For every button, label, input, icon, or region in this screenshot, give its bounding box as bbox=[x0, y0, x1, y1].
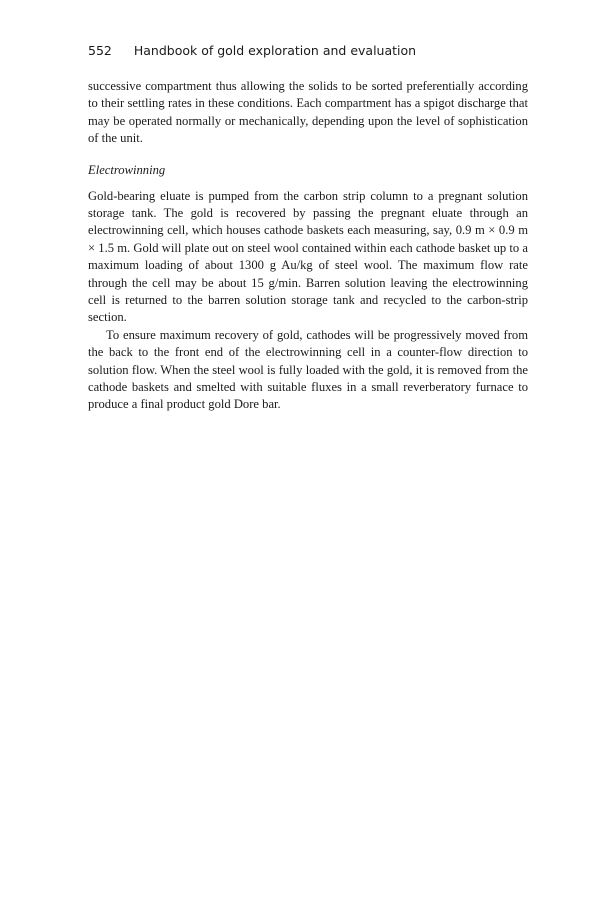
paragraph-electrowinning-1: Gold-bearing eluate is pumped from the carbon strip column to a pregnant solution storage tank. The gold is recovered by passing the pregnant eluate through an electrowinning cell, which houses cathode baskets each measuring, say, 0.9 m × 0.9 m × 1.5 m. Gold will plate out on steel wool contained within each cathode basket up to a maximum loading of about 1300 g Au/kg of steel wool. The maximum flow rate through the cell may be about 15 g/min. Barren solution leaving the electrowinning cell is returned to the barren solution storage tank and recycled to the carbon-strip section. bbox=[88, 188, 528, 325]
paragraph-electrowinning-2: To ensure maximum recovery of gold, cathodes will be progressively moved from the back to the front end of the electrowinning cell in a counter-flow direction to solution flow. When the steel wool is fully loaded with the gold, it is removed from the cathode baskets and smelted with suitable fluxes in a small reverberatory furnace to produce a final product gold Dore bar. bbox=[88, 327, 528, 412]
body-text bbox=[88, 78, 528, 414]
running-header bbox=[88, 43, 528, 58]
running-title: Handbook of gold exploration and evaluation bbox=[133, 43, 417, 58]
continuation-paragraph: successive compartment thus allowing the solids to be sorted preferentially according to their settling rates in these conditions. Each compartment has a spigot discharge that may be operated normally or mechanically, depending upon the level of sophistication of the unit. bbox=[88, 79, 528, 146]
page-number: 552 bbox=[88, 43, 112, 58]
section-heading: Electrowinning bbox=[88, 163, 166, 178]
